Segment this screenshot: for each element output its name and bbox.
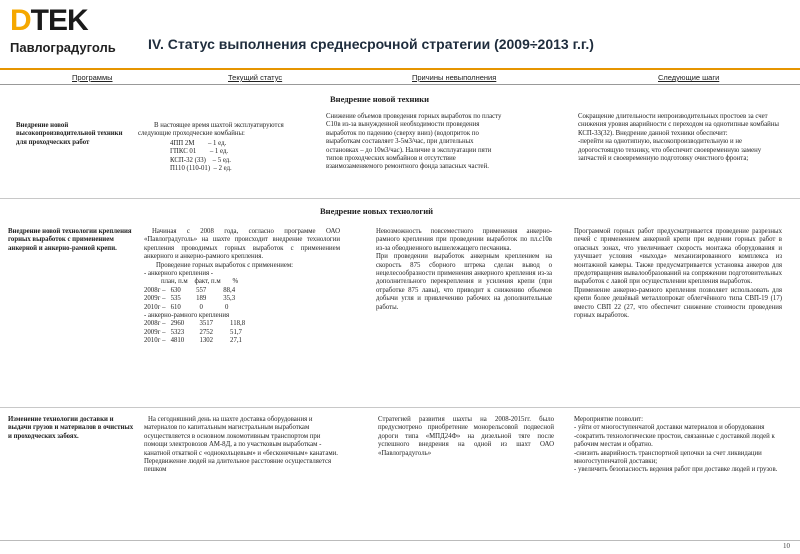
row2-anchor-table: план, п.м факт, п.м % 2008г – 630 557 88,4 2009г – 535 189 35,3 2010г – 610 0 0 [144,278,239,311]
footer-divider [0,540,800,541]
row2-anchor-heading: - анкерного крепления - [144,270,214,278]
logo-letters: TEK [30,4,88,37]
section-heading-new-technologies: Внедрение новых технологий [320,206,433,216]
tabs-divider [0,84,800,85]
row2-status-intro: Начиная с 2008 года, согласно программе ОАО «Павлоградуголь» на шахте происходит внедрение технологии крепления проводимых горных выработок с применением анкерного и анкерно-рамного крепления. [144,228,340,261]
row2-next-steps: Программой горных работ предусматривается проведение разрезных печей с применением анкерной крепи при ведении горных работ в опасных зонах, что увеличивает скорость монтажа оборудования и улучшает условия «выхода» механизированного комплекса из монтажной камеры. Также предусматривается установка анкеров для предотвращения вывалообразований на сопряжении подготовительных выработок с лавой при осуществлении крепления выработок. Применение анкерно-рамного крепления позволяет использовать для крепи более дешёвый металлопрокат облегчённого типа СВП-19 (17) вместо СВП 22 (27, что обеспечит снижение стоимости проведения горных выработок. [574,228,782,320]
tab-reasons[interactable]: Причины невыполнения [412,73,497,82]
row1-status-intro: В настоящее время шахтой эксплуатируются следующие проходческие комбайны: [138,122,284,138]
section-heading-new-equipment: Внедрение новой техники [330,94,430,104]
logo-subtitle: Павлоградуголь [10,40,116,55]
tab-current-status[interactable]: Текущий статус [228,73,283,82]
column-header-bar [0,72,800,84]
logo-brand [10,4,88,38]
tab-programs[interactable]: Программы [72,73,113,82]
row2-status-sub: Проведение горных выработок с применением: [156,261,294,269]
row1-next-steps: Сокращение длительности непроизводительных простоев за счет снижения уровня аварийности с переходом на однотипные комбайны КСП-33(32). Внедрение данной техники обеспечит: -перейти на однотипную, высокопроизводительную и не дорогостоящую технику, что обеспечит своевременную замену запчастей и своевременную подготовку очистного фронта; [578,113,779,163]
header-divider [0,68,800,70]
row-divider [0,407,800,408]
row3-reasons: Стратегией развития шахты на 2008-2015гг. было предусмотрено приобретение монорельсовой подвесной дороги типа «МПД24Ф» на дизельной тяге после успешного внедрения на одной из шахт ОАО «Павлоградуголь» [378,416,554,457]
row2-status [144,228,340,346]
row1-combines-list: 4ПП 2М – 1 ед. ГПКС 01 – 1 ед. КСП-32 (33) – 5 ед. П110 (110-01) – 2 ед. [170,139,232,173]
row1-program: Внедрение новой высокопроизводительной техники для проходческих работ [16,122,123,146]
row2-program: Внедрение новой технологии крепления горных выработок с применением анкерной и анкерно-рамной крепи. [8,228,132,252]
row1-reasons: Снижение объемов проведения горных выработок по пласту С10в из-за вынужденной необходимости проведения выработок по падению (сверху вниз) (водоприток по выработкам составляет 3-5м3/час, при длительных остановках – до 10м3/час). Наличие в эксплуатации пяти типов проходческих комбайнов и отсутствие взаимозаменяемого ремонтного фонда запасных частей. [326,113,502,171]
company-logo [8,4,138,60]
row3-status: На сегодняшний день на шахте доставка оборудования и материалов по капитальным магистральным выработкам осуществляется в основном локомотивным транспортом при помощи электровозов АМ-8Д, а по участковым выработкам - канатной откаткой с «однокольцевым» и «бесконечным» канатами. Передвижение людей на длительное расстояние осуществляется пешком [144,416,338,474]
row2-reasons: Невозможность повсеместного применения анкерно-рамного крепления при проведении выработок по пл.с10в из-за обводненного вышележащего песчаника. При проведении выработок анкерным креплением на скорость 875 сборного штрека сделан вывод о нецелесообразности применения анкерного крепления из-за дополнительного перекрепления и усиления крепи (при отработке 875 лавы), что приводит к снижению объемов добычи угля и привлечению рабочих на дополнительные работы. [376,228,552,311]
page-number: 10 [783,542,790,550]
page-title: IV. Статус выполнения среднесрочной стратегии (2009÷2013 г.г.) [148,36,594,52]
row2-anchor-frame-table: 2008г – 2960 3517 118,8 2009г – 5323 2752 51,7 2010г – 4810 1302 27,1 [144,320,246,345]
logo-letter-d: D [10,4,31,37]
tab-next-steps[interactable]: Следующие шаги [658,73,720,82]
row2-anchor-frame-heading: - анкерно-рамного крепления [144,312,230,320]
row-divider [0,198,800,199]
row3-program: Изменение технологии доставки и выдачи грузов и материалов в очистных и проходческих забоях. [8,416,134,440]
row3-next-steps: Мероприятие позволит: - уйти от многоступенчатой доставки материалов и оборудования -сократить технологические простои, связанные с доставкой людей к рабочим местам и обратно. -снизить аварийность транспортной цепочки за счет ликвидации многоступенчатой доставки; - увеличить безопасность ведения работ при доставке людей и грузов. [574,416,778,474]
row1-status [138,122,306,173]
